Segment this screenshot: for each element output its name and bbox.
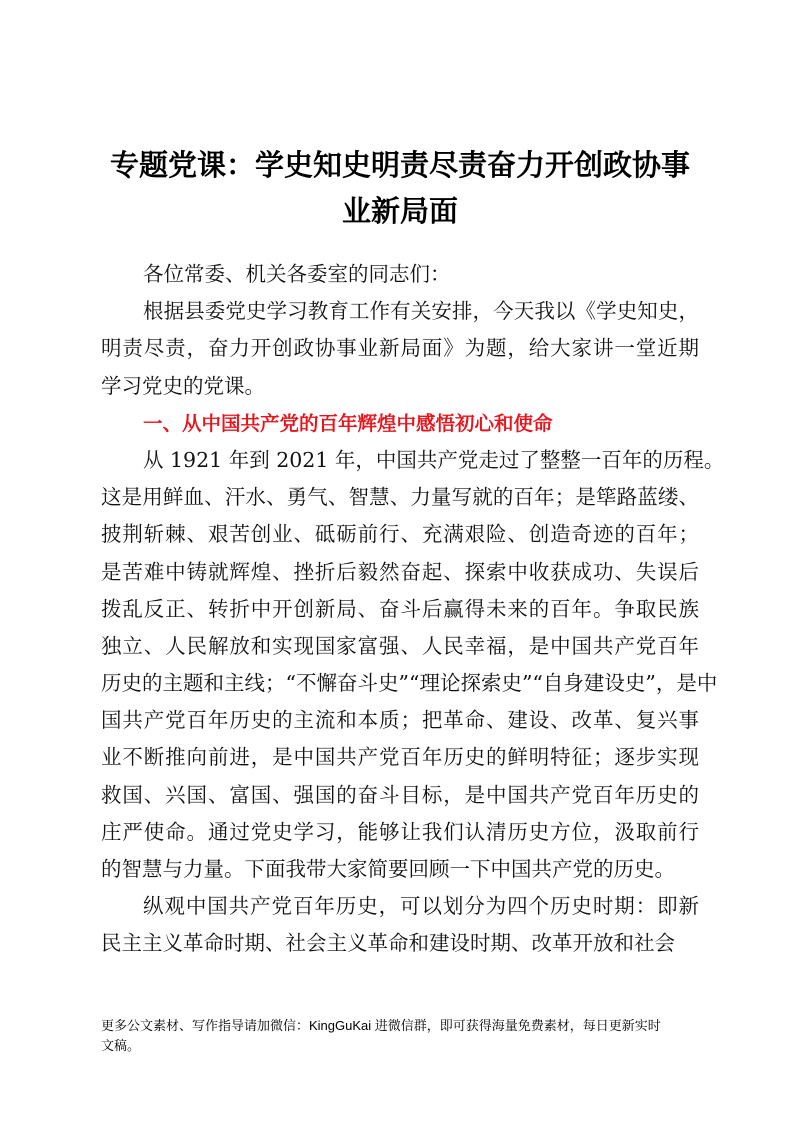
- text-line: 一、从中国共产党的百年辉煌中感悟初心和使命: [143, 411, 553, 435]
- text-line: 国共产党百年历史的主流和本质；把革命、建设、改革、复兴事: [101, 708, 699, 733]
- text-line: 这是用鲜血、汗水、勇气、智慧、力量写就的百年；是筚路蓝缕、: [101, 485, 699, 510]
- section-heading: [101, 405, 699, 442]
- text-line: 明责尽责，奋力开创政协事业新局面》为题，给大家讲一堂近期: [101, 336, 699, 361]
- text-line: 披荆斩棘、艰苦创业、砥砺前行、充满艰险、创造奇迹的百年；: [101, 522, 699, 547]
- document-title-line-1: 专题党课：学史知史明责尽责奋力开创政协事: [109, 148, 690, 182]
- paragraph: [101, 256, 699, 293]
- text-line: 各位常委、机关各委室的同志们：: [143, 262, 451, 286]
- text-line: 业不断推向前进，是中国共产党百年历史的鲜明特征；逐步实现: [101, 745, 699, 770]
- text-line: 独立、人民解放和实现国家富强、人民幸福，是中国共产党百年: [101, 633, 699, 658]
- paragraph: [101, 442, 725, 888]
- footer-line-2: 文稿。: [101, 1038, 141, 1053]
- text-line: 纵观中国共产党百年历史，可以划分为四个历史时期：即新: [143, 894, 699, 919]
- text-line: 从 1921 年到 2021 年，中国共产党走过了整整一百年的历程。: [143, 447, 725, 472]
- text-line: 民主主义革命时期、社会主义革命和建设时期、改革开放和社会: [101, 931, 675, 956]
- text-line: 救国、兴国、富国、强国的奋斗目标，是中国共产党百年历史的: [101, 782, 699, 807]
- document-title-line-2: 业新局面: [341, 194, 458, 228]
- text-line: 根据县委党史学习教育工作有关安排，今天我以《学史知史，: [143, 299, 699, 324]
- footer-line-1: 更多公文素材、写作指导请加微信：KingGuKai 进微信群，即可获得海量免费素材，每日更新实时: [101, 1018, 661, 1033]
- text-line: 学习党史的党课。: [101, 373, 265, 398]
- document-body: [101, 256, 725, 963]
- text-line: 历史的主题和主线；“不懈奋斗史”“理论探索史”“自身建设史”，是中: [101, 671, 718, 696]
- text-line: 庄严使命。通过党史学习，能够让我们认清历史方位，汲取前行: [101, 819, 699, 844]
- footer-note: [101, 1016, 701, 1056]
- text-line: 的智慧与力量。下面我带大家简要回顾一下中国共产党的历史。: [101, 857, 675, 881]
- paragraph: [101, 888, 699, 962]
- text-line: 是苦难中铸就辉煌、挫折后毅然奋起、探索中收获成功、失误后: [101, 559, 699, 584]
- paragraph: [101, 293, 699, 405]
- text-line: 拨乱反正、转折中开创新局、奋斗后赢得未来的百年。争取民族: [101, 596, 699, 621]
